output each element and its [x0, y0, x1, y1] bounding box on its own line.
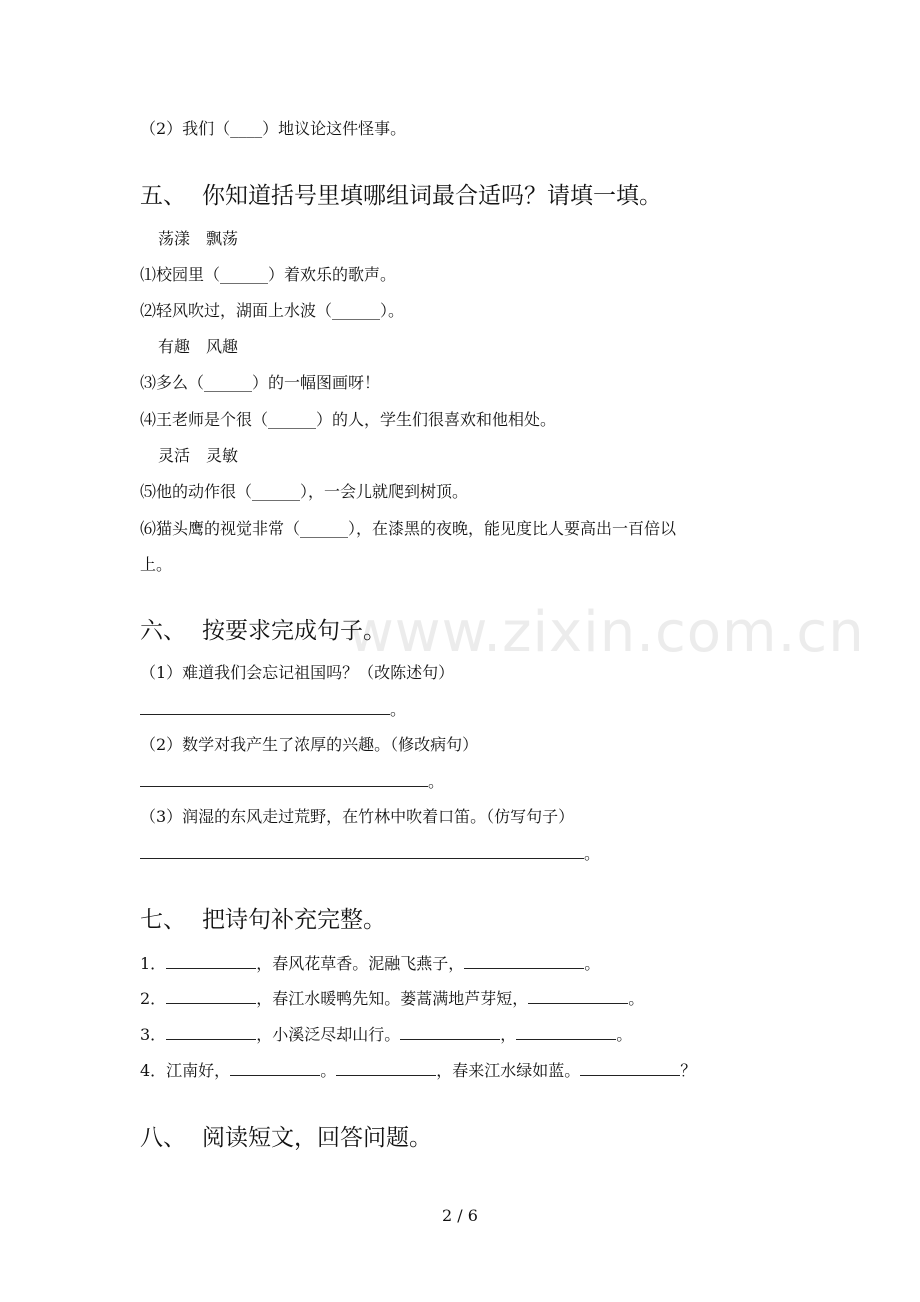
- s5-question-5: ⑸他的动作很（______），一会儿就爬到树顶。: [140, 482, 469, 501]
- answer-blank[interactable]: [140, 843, 584, 859]
- word-group-3: 灵活 灵敏: [158, 446, 239, 465]
- section-7-heading: [140, 905, 386, 935]
- poem-line-3: 3． ，小溪泛尽却山行。 ， 。: [140, 1025, 633, 1044]
- answer-blank[interactable]: [140, 699, 390, 715]
- s5-question-2: ⑵轻风吹过，湖面上水波（______）。: [140, 301, 405, 320]
- section-7-number: 七、: [140, 907, 186, 933]
- answer-blank[interactable]: [400, 1024, 500, 1040]
- end-mark: 。: [584, 844, 601, 863]
- s5-question-6-continued: 上。: [140, 555, 173, 574]
- word-group-1: 荡漾 飘荡: [158, 229, 239, 248]
- section-6-title: 按要求完成句子。: [202, 618, 386, 644]
- s6-question-2: （2）数学对我产生了浓厚的兴趣。（修改病句）: [140, 735, 479, 754]
- answer-blank[interactable]: [230, 1060, 320, 1076]
- section-6-heading: [140, 616, 386, 646]
- section-8-number: 八、: [140, 1125, 186, 1151]
- answer-blank[interactable]: [464, 953, 584, 969]
- answer-blank[interactable]: [336, 1060, 436, 1076]
- section-8-title: 阅读短文，回答问题。: [202, 1125, 432, 1151]
- answer-blank[interactable]: [528, 988, 628, 1004]
- s6-answer-1: [140, 699, 406, 721]
- s5-question-6: ⑹猫头鹰的视觉非常（______），在漆黑的夜晚，能见度比人要高出一百倍以: [140, 519, 677, 538]
- section-5-title: 你知道括号里填哪组词最合适吗？请填一填。: [202, 183, 662, 209]
- s5-question-1: ⑴校园里（______）着欢乐的歌声。: [140, 265, 397, 284]
- end-mark: 。: [428, 772, 445, 791]
- section-5-heading: [140, 181, 662, 211]
- end-mark: 。: [390, 700, 407, 719]
- section-8-heading: [140, 1123, 432, 1153]
- s5-question-4: ⑷王老师是个很（______）的人，学生们很喜欢和他相处。: [140, 410, 557, 429]
- word-group-2: 有趣 风趣: [158, 337, 239, 356]
- answer-blank[interactable]: [140, 771, 428, 787]
- poem-line-4: 4．江南好， 。 ，春来江水绿如蓝。 ？: [140, 1061, 697, 1080]
- answer-blank[interactable]: [166, 1024, 256, 1040]
- answer-blank[interactable]: [580, 1060, 680, 1076]
- section-6-number: 六、: [140, 618, 186, 644]
- s6-question-3: （3）润湿的东风走过荒野，在竹林中吹着口笛。（仿写句子）: [140, 807, 575, 826]
- poem-line-2: 2． ，春江水暖鸭先知。蒌蒿满地芦芽短， 。: [140, 989, 645, 1008]
- s6-question-1: （1）难道我们会忘记祖国吗？（改陈述句）: [140, 663, 455, 682]
- section-7-title: 把诗句补充完整。: [202, 907, 386, 933]
- answer-blank[interactable]: [166, 953, 256, 969]
- poem-line-1: 1． ，春风花草香。泥融飞燕子， 。: [140, 954, 601, 973]
- section-5-number: 五、: [140, 183, 186, 209]
- s6-answer-3: [140, 843, 600, 865]
- answer-blank[interactable]: [516, 1024, 616, 1040]
- page-number: 2 / 6: [442, 1206, 478, 1225]
- s6-answer-2: [140, 771, 444, 793]
- s5-question-3: ⑶多么（______）的一幅图画呀！: [140, 373, 381, 392]
- intro-line: （2）我们（____）地议论这件怪事。: [140, 119, 407, 138]
- watermark: www.zixin.com.cn: [348, 600, 865, 665]
- answer-blank[interactable]: [166, 988, 256, 1004]
